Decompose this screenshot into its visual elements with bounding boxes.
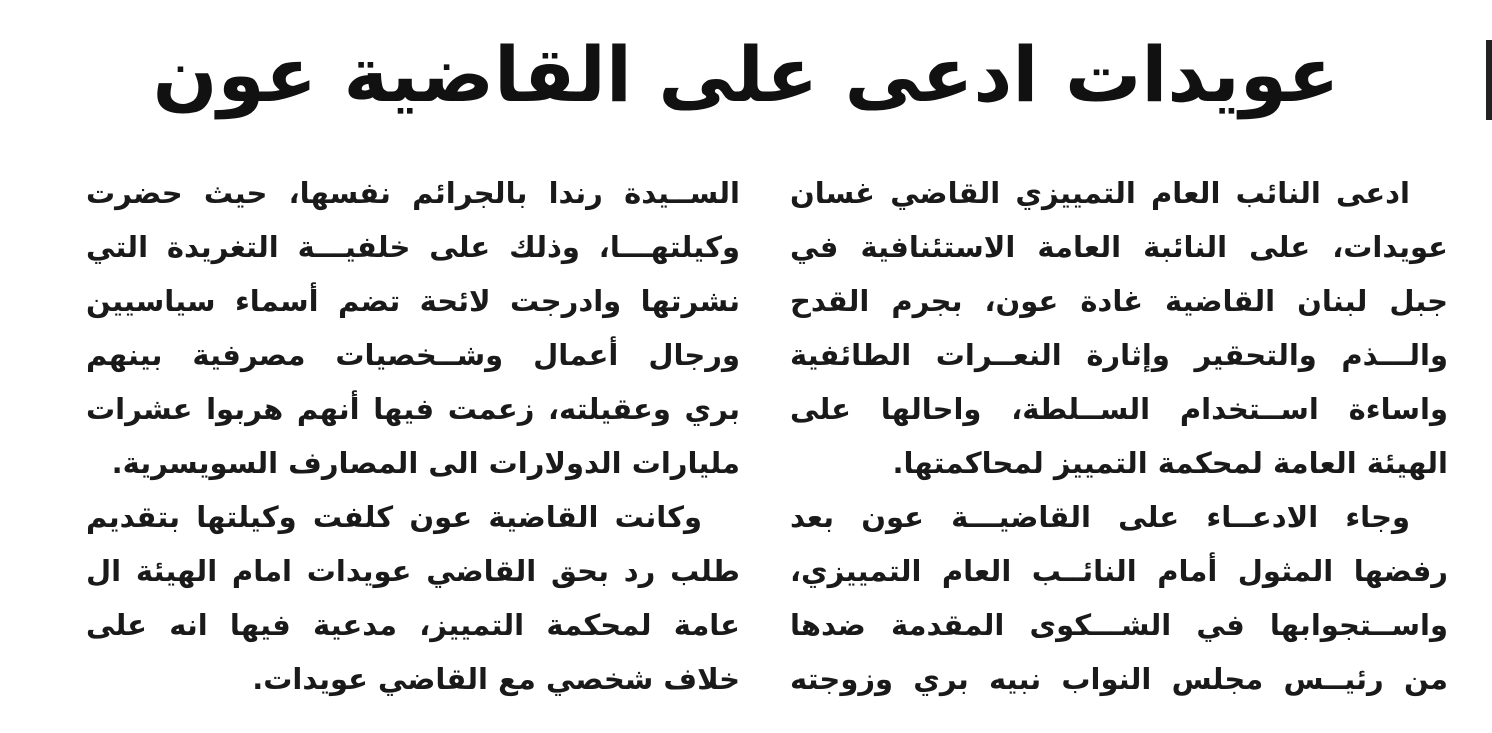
paragraph-line: وجاء الادعــاء على القاضيـــة عون بعد — [790, 500, 1410, 534]
paragraph-line: واســتجوابها في الشـــكوى المقدمة ضدها — [790, 608, 1448, 642]
paragraph-line: رفضها المثول أمام النائــب العام التمييزي، — [790, 554, 1448, 588]
article-column-right — [790, 166, 1448, 706]
paragraph-line: وكيلتهـــا، وذلك على خلفيـــة التغريدة التي — [86, 230, 740, 264]
paragraph-line: واساءة اســتخدام الســلطة، واحالها على — [790, 392, 1448, 426]
paragraph-line: طلب رد بحق القاضي عويدات امام الهيئة ال — [86, 554, 740, 588]
paragraph-line: خلاف شخصي مع القاضي عويدات. — [252, 662, 740, 696]
paragraph-line: عامة لمحكمة التمييز، مدعية فيها انه على — [86, 608, 740, 642]
paragraph-line: ورجال أعمال وشــخصيات مصرفية بينهم — [86, 338, 740, 372]
paragraph-line: بري وعقيلته، زعمت فيها أنهم هربوا عشرات — [86, 392, 740, 426]
paragraph-line: جبل لبنان القاضية غادة عون، بجرم القدح — [790, 284, 1448, 318]
article-column-left — [86, 166, 740, 706]
headline: عويدات ادعى على القاضية عون — [152, 30, 1340, 119]
paragraph-line: الســيدة رندا بالجرائم نفسها، حيث حضرت — [86, 176, 740, 210]
paragraph-line: الهيئة العامة لمحكمة التمييز لمحاكمتها. — [892, 446, 1448, 480]
paragraph-line: نشرتها وادرجت لائحة تضم أسماء سياسيين — [86, 284, 740, 318]
paragraph-line: من رئيــس مجلس النواب نبيه بري وزوجته — [790, 662, 1448, 696]
paragraph-line: ادعى النائب العام التمييزي القاضي غسان — [790, 176, 1410, 210]
paragraph-line: عويدات، على النائبة العامة الاستئنافية في — [790, 230, 1448, 264]
paragraph-line: مليارات الدولارات الى المصارف السويسرية. — [111, 446, 740, 480]
page-edge-mark — [1486, 40, 1492, 120]
paragraph-line: وكانت القاضية عون كلفت وكيلتها بتقديم — [86, 500, 702, 534]
paragraph-line: والـــذم والتحقير وإثارة النعــرات الطائفية — [790, 338, 1448, 372]
